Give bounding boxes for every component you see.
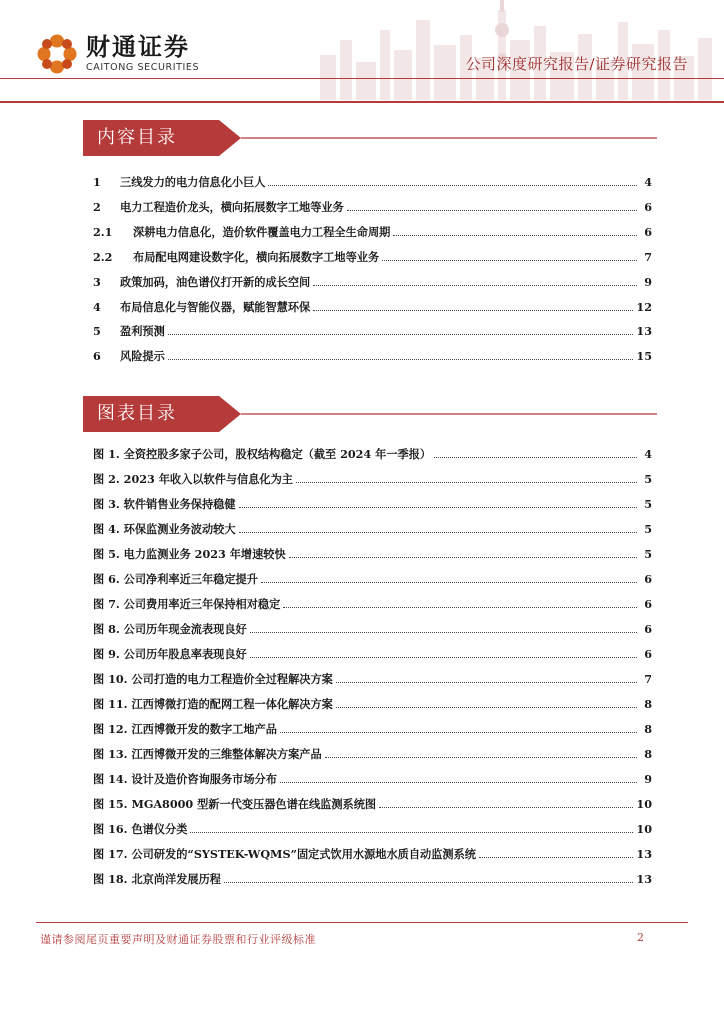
toc-entry-title: 布局信息化与智能仪器，赋能智慧环保 [120,300,311,314]
toc-entry-title: 政策加码，油色谱仪打开新的成长空间 [120,275,311,289]
logo-chinese-name: 财通证券 [86,33,190,61]
figure-entry-title: 图 5. 电力监测业务 2023 年增速较快 [93,547,286,561]
header-divider [0,78,724,79]
toc-entry-number: 2.2 [93,250,113,264]
figure-entry[interactable] [93,644,652,662]
toc-leader-dots [296,482,637,483]
figure-entry-page: 8 [644,722,652,736]
toc-leader-dots [280,732,637,733]
toc-leader-dots [434,457,637,458]
toc-leader-dots [393,235,637,236]
figure-entry[interactable] [93,519,652,537]
toc-entry-title: 深耕电力信息化，造价软件覆盖电力工程全生命周期 [133,225,391,239]
figure-entry-page: 5 [644,497,652,511]
figure-entry[interactable] [93,469,652,487]
toc-entry[interactable] [93,222,652,240]
figure-entry-title: 图 6. 公司净利率近三年稳定提升 [93,572,258,586]
toc-leader-dots [325,757,637,758]
figure-entry-page: 10 [636,822,652,836]
toc-entry[interactable] [93,346,652,364]
toc-entry-page: 13 [636,324,652,338]
figure-entry[interactable] [93,494,652,512]
figure-entry[interactable] [93,819,652,837]
figure-entry-page: 10 [636,797,652,811]
toc-entry-title: 风险提示 [120,349,165,363]
toc-leader-dots [239,507,637,508]
figure-entry[interactable] [93,619,652,637]
toc-entry-number: 6 [93,349,101,363]
figure-entry-title: 图 8. 公司历年现金流表现良好 [93,622,247,636]
figure-entry[interactable] [93,744,652,762]
toc-entry[interactable] [93,272,652,290]
toc-leader-dots [268,185,637,186]
figure-entry[interactable] [93,844,652,862]
figure-entry-page: 6 [644,622,652,636]
toc-leader-dots [261,582,637,583]
toc-entry-page: 6 [644,200,652,214]
toc-leader-dots [250,657,637,658]
figure-entry-title: 图 17. 公司研发的“SYSTEK-WQMS”固定式饮用水源地水质自动监测系统 [93,847,476,861]
figure-entry-title: 图 10. 公司打造的电力工程造价全过程解决方案 [93,672,333,686]
figure-entry-title: 图 4. 环保监测业务波动较大 [93,522,236,536]
figure-entry-title: 图 13. 江西博微开发的三维整体解决方案产品 [93,747,322,761]
figure-entry-page: 4 [644,447,652,461]
figure-entry-title: 图 14. 设计及造价咨询服务市场分布 [93,772,277,786]
toc-leader-dots [336,682,637,683]
toc-entry-number: 2 [93,200,101,214]
figure-entry[interactable] [93,544,652,562]
toc-entry-page: 15 [636,349,652,363]
toc-entry[interactable] [93,172,652,190]
toc-entry-title: 电力工程造价龙头，横向拓展数字工地等业务 [120,200,344,214]
toc-entry-page: 4 [644,175,652,189]
figure-entry-page: 6 [644,572,652,586]
footer-divider [36,922,688,923]
toc-entry-page: 6 [644,225,652,239]
figure-entry-title: 图 3. 软件销售业务保持稳健 [93,497,236,511]
toc-leader-dots [168,359,634,360]
figure-entry-title: 图 7. 公司费用率近三年保持相对稳定 [93,597,281,611]
logo-english-name: CAITONG SECURITIES [86,62,200,73]
figure-entry-page: 6 [644,647,652,661]
figure-entry[interactable] [93,719,652,737]
figure-entry-page: 5 [644,472,652,486]
company-logo [36,33,206,77]
figure-entry-title: 图 11. 江西博微打造的配网工程一体化解决方案 [93,697,333,711]
figure-entry-page: 13 [636,872,652,886]
toc-entry-title: 布局配电网建设数字化，横向拓展数字工地等业务 [133,250,380,264]
toc-leader-dots [250,632,637,633]
toc-entry-page: 12 [636,300,652,314]
toc-leader-dots [347,210,637,211]
figure-entry-page: 5 [644,547,652,561]
toc-entry[interactable] [93,247,652,265]
figure-entry-title: 图 9. 公司历年股息率表现良好 [93,647,247,661]
figure-entry-page: 7 [644,672,652,686]
figure-entry-title: 图 1. 全资控股多家子公司，股权结构稳定（截至 2024 年一季报） [93,447,432,461]
toc-leader-dots [283,607,637,608]
toc-leader-dots [313,310,633,311]
figure-entry-title: 图 2. 2023 年收入以软件与信息化为主 [93,472,293,486]
figure-entry-page: 6 [644,597,652,611]
toc-entry-number: 5 [93,324,101,338]
toc-entry-page: 9 [644,275,652,289]
footer-disclaimer: 谨请参阅尾页重要声明及财通证券股票和行业评级标准 [40,933,316,946]
toc-leader-dots [336,707,637,708]
figure-entry-title: 图 18. 北京尚洋发展历程 [93,872,221,886]
toc-leader-dots [168,334,634,335]
logo-mark-icon [36,33,78,75]
figures-banner [83,396,657,432]
toc-entry-page: 7 [644,250,652,264]
figure-entry-page: 5 [644,522,652,536]
toc-leader-dots [379,807,633,808]
toc-leader-dots [224,882,633,883]
toc-leader-dots [479,857,633,858]
toc-leader-dots [190,832,633,833]
toc-leader-dots [239,532,637,533]
figure-entry-page: 9 [644,772,652,786]
figure-entry[interactable] [93,594,652,612]
toc-leader-dots [313,285,637,286]
toc-leader-dots [382,260,637,261]
page-header [0,0,724,104]
toc-entry-number: 4 [93,300,101,314]
figure-entry[interactable] [93,869,652,887]
figure-entry-page: 8 [644,747,652,761]
contents-banner [83,120,657,156]
toc-entry-title: 三线发力的电力信息化小巨人 [120,175,266,189]
figure-entry-page: 13 [636,847,652,861]
toc-entry-number: 3 [93,275,101,289]
toc-entry[interactable] [93,297,652,315]
figure-entry-title: 图 16. 色谱仪分类 [93,822,188,836]
figure-entry[interactable] [93,569,652,587]
report-type-label: 公司深度研究报告/证券研究报告 [465,55,688,73]
city-skyline-watermark [300,0,724,100]
page-number: 2 [637,931,644,944]
toc-entry-number: 2.1 [93,225,113,239]
figure-entry[interactable] [93,444,652,462]
contents-title: 内容目录 [97,127,177,148]
toc-leader-dots [280,782,637,783]
toc-entry[interactable] [93,197,652,215]
figure-entry-title: 图 12. 江西博微开发的数字工地产品 [93,722,277,736]
toc-entry-title: 盈利预测 [120,324,165,338]
toc-entry-number: 1 [93,175,101,189]
figure-entry[interactable] [93,769,652,787]
figure-entry-page: 8 [644,697,652,711]
figure-entry[interactable] [93,794,652,812]
figures-title: 图表目录 [97,403,177,424]
toc-entry[interactable] [93,321,652,339]
figure-entry[interactable] [93,694,652,712]
figure-entry[interactable] [93,669,652,687]
toc-leader-dots [289,557,637,558]
header-divider-bottom [0,101,724,103]
figure-entry-title: 图 15. MGA8000 型新一代变压器色谱在线监测系统图 [93,797,377,811]
